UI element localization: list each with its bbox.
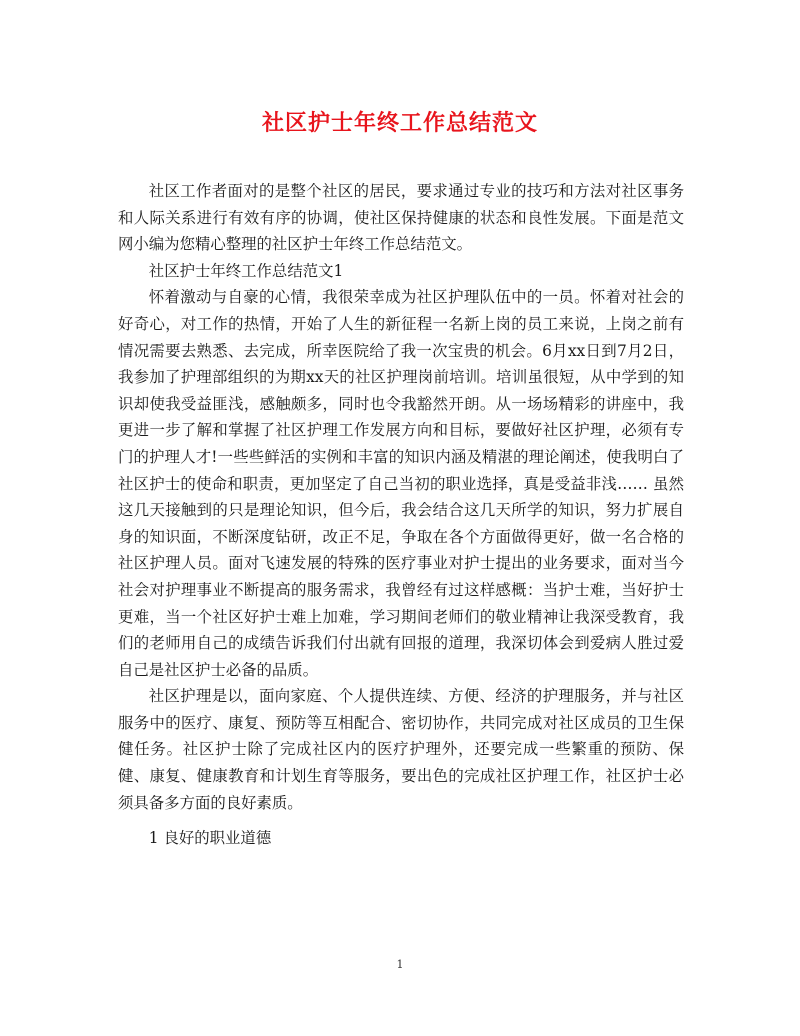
document-body [118, 178, 684, 852]
subsection-heading: 1 良好的职业道德 [148, 829, 272, 848]
body-paragraph-2: 社区护理是以，面向家庭、个人提供连续、方便、经济的护理服务，并与社区服务中的医疗、康复、预防等互相配合、密切协作，共同完成对社区成员的卫生保健任务。社区护士除了完成社区内的医疗护理外，还要完成一些繁重的预防、保健、康复、健康教育和计划生育等服务，要出色的完成社区护理工作，社区护士必须具备多方面的良好素质。 [118, 687, 684, 812]
section-heading: 社区护士年终工作总结范文1 [148, 261, 344, 280]
document-title: 社区护士年终工作总结范文 [261, 110, 538, 136]
page-number: 1 [396, 958, 404, 971]
body-paragraph-1: 怀着激动与自豪的心情，我很荣幸成为社区护理队伍中的一员。怀着对社会的好奇心，对工作的热情，开始了人生的新征程一名新上岗的员工来说，上岗之前有情况需要去熟悉、去完成，所幸医院给了我一次宝贵的机会。6月xx日到7月2日，我参加了护理部组织的为期xx天的社区护理岗前培训。培训虽很短，从中学到的知识却使我受益匪浅，感触颇多，同时也令我豁然开朗。从一场场精彩的讲座中，我更进一步了解和掌握了社区护理工作发展方向和目标，要做好社区护理，必须有专门的护理人才!一些些鲜活的实例和丰富的知识内涵及精湛的理论阐述，使我明白了社区护士的使命和职责，更加坚定了自己当初的职业选择，真是受益非浅…… 虽然这几天接触到的只是理论知识，但今后，我会结合这几天所学的知识，努力扩展自身的知识面，不断深度钻研，改正不足，争取在各个方面做得更好，做一名合格的社区护理人员。面对飞速发展的特殊的医疗事业对护士提出的业务要求，面对当今社会对护理事业不断提高的服务需求，我曾经有过这样感概：当护士难，当好护士更难，当一个社区好护士难上加难，学习期间老师们的敬业精神让我深受教育，我们的老师用自己的成绩告诉我们付出就有回报的道理，我深切体会到爱病人胜过爱自己是社区护士必备的品质。 [118, 288, 684, 679]
intro-paragraph: 社区工作者面对的是整个社区的居民，要求通过专业的技巧和方法对社区事务和人际关系进行有效有序的协调，使社区保持健康的状态和良性发展。下面是范文网小编为您精心整理的社区护士年终工作总结范文。 [118, 182, 684, 254]
